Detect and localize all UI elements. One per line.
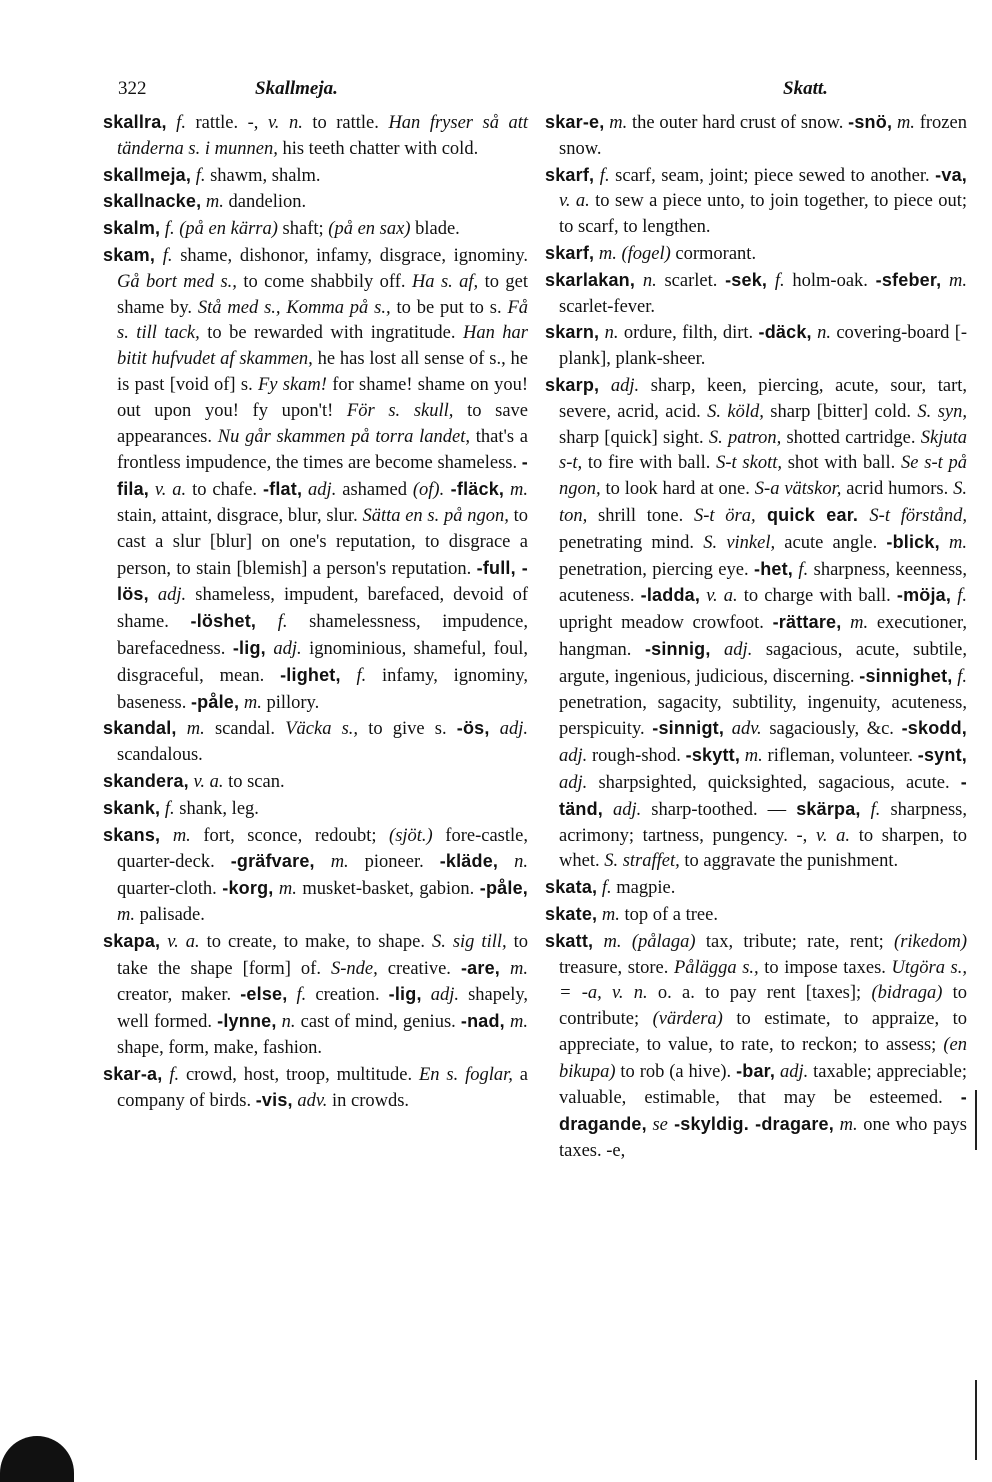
subentry: -skytt, <box>685 745 741 766</box>
gloss-italic: n. <box>811 323 831 344</box>
definition-text: he has lost all sense of s., he is past [void of] s. <box>117 349 528 395</box>
headword: skapa, <box>103 930 161 951</box>
gloss-italic: Sätta en s. på ngon, <box>362 505 509 526</box>
gloss-italic: (på en sax) <box>328 219 411 240</box>
subentry: -vis, <box>255 1090 293 1111</box>
definition-text: cormorant. <box>670 243 757 264</box>
dictionary-entry <box>103 163 528 190</box>
definition-text: cast of mind, genius. <box>295 1012 461 1033</box>
definition-text: to estimate, to appraize, to appreciate, to value, to rate, to reckon; to assess; <box>559 1009 967 1055</box>
headword: skallmeja, <box>103 164 192 185</box>
gloss-italic: Pålägga s., <box>673 957 759 978</box>
definition-text: to cast a slur [blur] on one's reputation, to disgrace a person, to stain [blemish] a person's reputation. <box>117 505 528 579</box>
subentry: -sinnighet, <box>859 665 953 686</box>
definition-text: the outer hard crust of snow. <box>627 113 849 133</box>
gloss-italic: f. <box>162 1064 180 1085</box>
gloss-italic: v. a. <box>160 931 200 952</box>
subentry: -löshet, <box>190 611 257 632</box>
definition-text: stain, attaint, disgrace, blur, slur. <box>117 505 363 526</box>
definition-text: acrid humors. <box>841 479 954 500</box>
definition-text: creation. <box>306 985 389 1006</box>
gloss-italic: v. n. <box>601 983 648 1004</box>
subentry: -lig, <box>388 984 422 1005</box>
subentry: -skyldig. <box>667 1114 749 1135</box>
gloss-italic: m. <box>841 613 869 634</box>
gloss-italic: m. <box>239 692 262 713</box>
definition-text: sharp [quick] sight. <box>559 427 709 448</box>
subentry: -dragande, <box>559 1087 967 1135</box>
definition-text: shamelessness, impudence, barefacedness. <box>117 612 528 659</box>
definition-text: creator, maker. <box>117 985 241 1006</box>
definition-text: magpie. <box>611 878 676 899</box>
gloss-italic: f. <box>860 799 881 820</box>
dictionary-entry <box>103 1062 528 1116</box>
gloss-italic: S. patron, <box>708 427 782 448</box>
subentry: -sinnig, <box>644 638 711 659</box>
definition-text: to be put to s. <box>390 297 508 318</box>
gloss-italic: adj. <box>148 585 187 606</box>
subentry: -synt, <box>917 745 967 766</box>
gloss-italic: m. <box>201 192 224 213</box>
gloss-italic: n. <box>276 1012 296 1033</box>
gloss-italic: f. <box>166 113 186 133</box>
subentry: -va, <box>935 164 967 185</box>
definition-text: to come shabbily off. <box>236 271 412 292</box>
gloss-italic: v. a. <box>816 825 851 846</box>
definition-text: quarter-cloth. <box>117 879 223 900</box>
gloss-italic: Gå bort med s., <box>117 271 237 292</box>
definition-text: to save appearances. <box>117 400 528 447</box>
subentry: -lig, <box>232 637 266 658</box>
page-edge-mark <box>975 1380 977 1460</box>
definition-text: sharpness, acrimony; tartness, pungency. -, <box>559 799 967 846</box>
gloss-italic: (bidraga) <box>871 983 943 1004</box>
gloss-italic: (rikedom) <box>894 931 967 952</box>
gloss-italic: v. a. <box>149 480 187 501</box>
definition-text: that's a frontless impudence, the times are become shameless. <box>117 426 528 474</box>
left-column <box>103 110 528 1115</box>
gloss-italic: m. <box>117 904 135 925</box>
subentry: -bar, <box>736 1060 776 1081</box>
subentry: -fläck, <box>444 479 505 500</box>
definition-text: penetration, sagacity, subtility, ingenuity, acuteness, perspicuity. <box>559 692 967 740</box>
subentry: -rättare, <box>772 612 842 633</box>
dictionary-entry <box>103 189 528 216</box>
headword: skandera, <box>103 770 189 791</box>
definition-text: fort, sconce, redoubt; <box>190 825 390 846</box>
definition-text: fore-castle, quarter-deck. <box>117 825 528 873</box>
subentry: -flat, <box>262 479 303 500</box>
definition-text: scarlet-fever. <box>559 296 656 317</box>
definition-text: musket-basket, gabion. <box>296 879 480 900</box>
gloss-italic: adj. <box>603 799 642 820</box>
definition-text: sagacious, acute, subtile, argute, ingenious, judicious, discerning. <box>559 639 968 687</box>
gloss-italic: n. <box>635 270 657 291</box>
gloss-italic: S. syn, <box>917 401 967 422</box>
gloss-italic: n. <box>498 852 528 873</box>
definition-text: tax, tribute; rate, rent; <box>695 931 895 952</box>
headword: skans, <box>103 824 161 845</box>
definition-text: in crowds. <box>327 1091 410 1112</box>
definition-text: sharp [bitter] cold. <box>763 401 918 422</box>
gloss-italic: För s. skull, <box>346 400 454 421</box>
running-head-right: Skatt. <box>783 78 828 99</box>
gloss-italic: S-t förstånd, <box>869 505 968 526</box>
definition-text: rattle. -, <box>185 113 268 133</box>
running-head-left: Skallmeja. <box>255 78 338 99</box>
gloss-italic: Skjuta s-t, <box>559 427 968 474</box>
definition-text: to be rewarded with ingratitude. <box>199 323 463 344</box>
gloss-italic: f. <box>951 586 967 607</box>
definition-text: to rob (a hive). <box>615 1061 737 1082</box>
headword: skata, <box>545 877 598 898</box>
subentry: -are, <box>460 957 500 978</box>
gloss-italic: f. <box>287 985 307 1006</box>
definition-text: covering-board [-plank], plank-sheer. <box>559 323 968 370</box>
subentry: -nad, <box>460 1011 505 1032</box>
headword: skar-e, <box>545 112 605 132</box>
gloss-italic: (sjöt.) <box>389 825 433 846</box>
gloss-italic: m. <box>604 113 628 133</box>
subentry: -påle, <box>479 878 528 899</box>
headword: skarlakan, <box>545 269 636 290</box>
definition-text: shaft; <box>277 219 329 240</box>
definition-text: to aggravate the punishment. <box>679 851 899 872</box>
definition-text: sagaciously, &c. <box>761 719 902 740</box>
gloss-italic: adv. <box>292 1091 328 1112</box>
gloss-italic: adj. <box>710 639 753 660</box>
gloss-italic: n. <box>599 323 619 344</box>
dictionary-entry <box>545 110 967 163</box>
gloss-italic: S. sig till, <box>431 931 507 952</box>
definition-text: pillory. <box>261 692 320 713</box>
subentry: -påle, <box>190 691 240 712</box>
definition-text: acute angle. <box>775 532 887 553</box>
definition-text: shrill tone. <box>587 505 694 526</box>
definition-text: to sharpen, to whet. <box>559 825 968 872</box>
definition-text: treasure, store. <box>559 957 674 978</box>
gloss-italic: S-a vätskor, <box>754 479 842 500</box>
definition-text: shape, form, make, fashion. <box>117 1037 322 1058</box>
dictionary-entry <box>545 241 967 268</box>
gloss-italic: adj. <box>599 375 640 396</box>
dictionary-entry <box>545 268 967 321</box>
gloss-italic: (en bikupa) <box>559 1034 967 1082</box>
headword: skallra, <box>103 112 167 132</box>
gloss-italic: m. <box>939 532 967 553</box>
gloss-italic: S-t skott, <box>716 453 782 474</box>
definition-text: penetration, piercing eye. <box>559 559 755 580</box>
gloss-italic: f. <box>597 878 612 899</box>
definition-text: upright meadow crowfoot. <box>559 613 773 634</box>
gloss-italic: Han har bitit hufvudet af skammen, <box>117 323 529 370</box>
headword: skar-a, <box>103 1063 163 1084</box>
gloss-italic: v. n. <box>267 113 303 133</box>
gloss-italic: Se s-t på ngon, <box>559 453 967 500</box>
definition-text: palisade. <box>135 904 205 925</box>
gloss-italic: f. <box>191 165 206 186</box>
definition-text: blade. <box>410 219 460 240</box>
definition-text: to fire with ball. <box>582 453 717 474</box>
gloss-italic: m. <box>892 113 915 133</box>
gloss-italic: adv. <box>724 719 762 740</box>
definition-text: to chafe. <box>186 480 263 501</box>
definition-text: scarf, seam, joint; piece sewed to another. <box>609 165 936 186</box>
headword: skarf, <box>545 164 595 185</box>
definition-text: to give s. <box>358 719 457 740</box>
definition-text: crowd, host, troop, multitude. <box>179 1064 419 1085</box>
gloss-italic: (värdera) <box>652 1009 723 1030</box>
subentry: -sek, <box>725 269 768 290</box>
definition-text: shank, leg. <box>174 798 259 819</box>
dictionary-entry <box>103 823 528 929</box>
definition-text: infamy, ignominy, baseness. <box>117 665 529 713</box>
definition-text: to sew a piece unto, to join together, to piece out; to scarf, to lengthen. <box>559 191 967 238</box>
page-header <box>0 70 992 100</box>
definition-text: to charge with ball. <box>737 586 897 607</box>
dictionary-entry <box>103 110 528 163</box>
gloss-italic: v. a. <box>559 191 590 212</box>
dictionary-entry <box>103 243 528 716</box>
gloss-italic: S-nde, <box>330 958 378 979</box>
gloss-italic: v. a. <box>188 771 224 792</box>
definition-text: shameless, impudent, barefaced, devoid of shame. <box>117 585 528 633</box>
definition-text: sharpsighted, quicksighted, sagacious, acute. <box>587 772 961 793</box>
right-column <box>545 110 967 1165</box>
gloss-italic: v. a. <box>700 586 738 607</box>
gloss-italic: Utgöra s., = -a, <box>559 957 967 1004</box>
definition-text: to take the shape [form] of. <box>117 931 529 979</box>
gloss-italic: Stå med s., Komma på s., <box>197 297 391 318</box>
gloss-italic: f. <box>793 559 809 580</box>
definition-text: shame, dishonor, infamy, disgrace, ignominy. <box>172 245 529 266</box>
definition-text: scarlet. <box>656 270 726 291</box>
gloss-italic: adj. <box>489 719 528 740</box>
subentry: -fila, <box>117 452 528 500</box>
definition-text: rough-shod. <box>587 746 686 767</box>
gloss-italic: m. <box>160 825 191 846</box>
gloss-italic: S. vinkel, <box>703 532 776 553</box>
dictionary-entry <box>103 796 528 823</box>
gloss-italic: Fy skam! <box>257 374 327 395</box>
definition-text: dandelion. <box>223 192 307 213</box>
definition-text: to impose taxes. <box>758 957 892 978</box>
definition-text: o. a. to pay rent [taxes]; <box>647 983 872 1004</box>
definition-text: to create, to make, to shape. <box>199 931 432 952</box>
gloss-italic: f. <box>160 798 175 819</box>
subentry: -korg, <box>222 878 274 899</box>
headword: skalm, <box>103 218 161 239</box>
definition-text: holm-oak. <box>784 270 876 291</box>
gloss-italic: Få s. till tack, <box>117 297 529 344</box>
dictionary-entry <box>545 875 967 902</box>
gloss-italic: f. <box>155 245 173 266</box>
gloss-italic: f. <box>952 666 967 687</box>
definition-text: sharpness, keenness, acuteness. <box>559 559 968 607</box>
dictionary-entry <box>545 163 967 241</box>
definition-text: penetrating mind. <box>559 532 704 553</box>
subentry: -sfeber, <box>875 269 942 290</box>
gloss-italic: S. ton, <box>559 479 968 526</box>
gloss-italic: m. <box>499 958 528 979</box>
dictionary-entry <box>103 769 528 796</box>
gloss-italic: Ha s. af, <box>411 271 479 292</box>
subentry: -kläde, <box>439 851 499 872</box>
gloss-italic: En s. foglar, <box>418 1064 513 1085</box>
subentry: -lighet, <box>280 664 341 685</box>
definition-text: ignominious, shameful, foul, disgraceful, mean. <box>117 638 529 686</box>
subentry: -else, <box>240 984 288 1005</box>
headword: skandal, <box>103 718 177 739</box>
gloss-italic: S. köld, <box>707 401 764 422</box>
definition-text: executioner, hangman. <box>559 613 967 660</box>
gloss-italic: f. <box>256 612 288 633</box>
gloss-italic: (of). <box>412 480 445 501</box>
definition-text: to rattle. <box>302 113 389 133</box>
definition-text: sharp, keen, piercing, acute, sour, tart, severe, acrid, acid. <box>559 375 967 422</box>
subentry: -snö, <box>848 112 893 132</box>
dictionary-entry <box>545 929 967 1165</box>
gloss-italic: f. <box>767 270 785 291</box>
gloss-italic: adj. <box>265 638 302 659</box>
definition-text: shot with ball. <box>782 453 902 474</box>
gloss-italic: Väcka s., <box>285 719 359 740</box>
dictionary-entry <box>545 902 967 929</box>
gloss-italic: m. <box>833 1115 858 1136</box>
gloss-italic: f. <box>594 165 610 186</box>
dictionary-entry <box>545 320 967 373</box>
gloss-italic: S. straffet, <box>604 851 680 872</box>
definition-text: shawm, shalm. <box>205 165 321 186</box>
subentry: -ladda, <box>640 585 701 606</box>
gloss-italic: f. (på en kärra) <box>160 219 278 240</box>
definition-text: a company of birds. <box>117 1064 528 1112</box>
definition-text: shapely, well formed. <box>117 985 529 1033</box>
definition-text: to look hard at one. <box>600 479 755 500</box>
subentry: skärpa, <box>796 798 861 819</box>
definition-text: rifleman, volunteer. <box>762 746 918 767</box>
definition-text: shotted cartridge. <box>781 427 921 448</box>
definition-text: pioneer. <box>348 852 440 873</box>
gloss-italic: m. <box>740 746 763 767</box>
subentry: -möja, <box>896 585 952 606</box>
headword: skatt, <box>545 930 594 951</box>
gloss-italic: adj. <box>775 1061 809 1082</box>
definition-text: scandalous. <box>117 745 203 766</box>
gloss-italic: m. <box>273 879 297 900</box>
gloss-italic: m. <box>314 852 349 873</box>
gloss-italic: Han fryser så att tänderna s. i munnen, <box>117 113 529 159</box>
gloss-italic: m. <box>504 1012 528 1033</box>
subentry: -blick, <box>886 531 940 552</box>
page-edge-mark <box>975 1090 977 1150</box>
headword: skallnacke, <box>103 191 202 212</box>
dictionary-entry <box>103 716 528 769</box>
subentry: quick ear. <box>755 504 870 525</box>
definition-text: ordure, filth, dirt. <box>618 323 759 344</box>
definition-text: sharp-toothed. — <box>641 799 797 820</box>
definition-text: ashamed <box>336 480 413 501</box>
subentry: -sinnigt, <box>652 718 725 739</box>
subentry: -dragare, <box>748 1114 834 1135</box>
gloss-italic: m. <box>504 480 528 501</box>
gloss-italic: adj. <box>559 772 588 793</box>
subentry: -tänd, <box>559 771 967 819</box>
definition-text: creative. <box>377 958 461 979</box>
gloss-italic: adj. <box>302 480 337 501</box>
dictionary-entry <box>545 373 967 875</box>
gloss-italic: m. <box>597 904 620 925</box>
definition-text: his teeth chatter with cold. <box>277 138 479 159</box>
gloss-italic: adj. <box>559 746 588 767</box>
subentry: -gräfvare, <box>230 851 315 872</box>
headword: skarp, <box>545 374 600 395</box>
gloss-italic: Nu går skammen på torra landet, <box>217 426 470 447</box>
subentry: -skodd, <box>901 718 967 739</box>
definition-text: top of a tree. <box>619 904 718 925</box>
subentry: -ös, <box>456 718 490 739</box>
headword: skate, <box>545 903 598 924</box>
gloss-italic: m. <box>941 270 968 291</box>
subentry: -full, -lös, <box>117 557 528 605</box>
gloss-italic: se <box>646 1115 668 1136</box>
definition-text: one who pays taxes. -e, <box>559 1115 967 1162</box>
definition-text: to contribute; <box>559 983 968 1030</box>
definition-text: to scan. <box>223 771 285 792</box>
definition-text: frozen snow. <box>559 113 967 159</box>
subentry: -het, <box>754 558 794 579</box>
gloss-italic: m. (fogel) <box>594 243 671 264</box>
gloss-italic: f. <box>340 665 367 686</box>
ink-blot <box>0 1436 74 1482</box>
page-number: 322 <box>118 78 147 99</box>
definition-text: for shame! shame on you! out upon you! fy upon't! <box>117 374 528 421</box>
gloss-italic: m. (pålaga) <box>593 931 696 952</box>
headword: skank, <box>103 797 161 818</box>
headword: skarn, <box>545 322 600 343</box>
subentry: -lynne, <box>217 1011 277 1032</box>
gloss-italic: adj. <box>421 985 459 1006</box>
definition-text: to get shame by. <box>117 271 528 318</box>
dictionary-entry <box>103 929 528 1062</box>
definition-text: taxable; appreciable; valuable, estimable, that may be esteemed. <box>559 1061 968 1109</box>
gloss-italic: m. <box>176 719 205 740</box>
headword: skarf, <box>545 242 595 263</box>
subentry: -däck, <box>758 322 812 343</box>
dictionary-entry <box>103 216 528 243</box>
gloss-italic: S-t öra, <box>694 505 756 526</box>
headword: skam, <box>103 244 156 265</box>
definition-text: scandal. <box>204 719 286 740</box>
